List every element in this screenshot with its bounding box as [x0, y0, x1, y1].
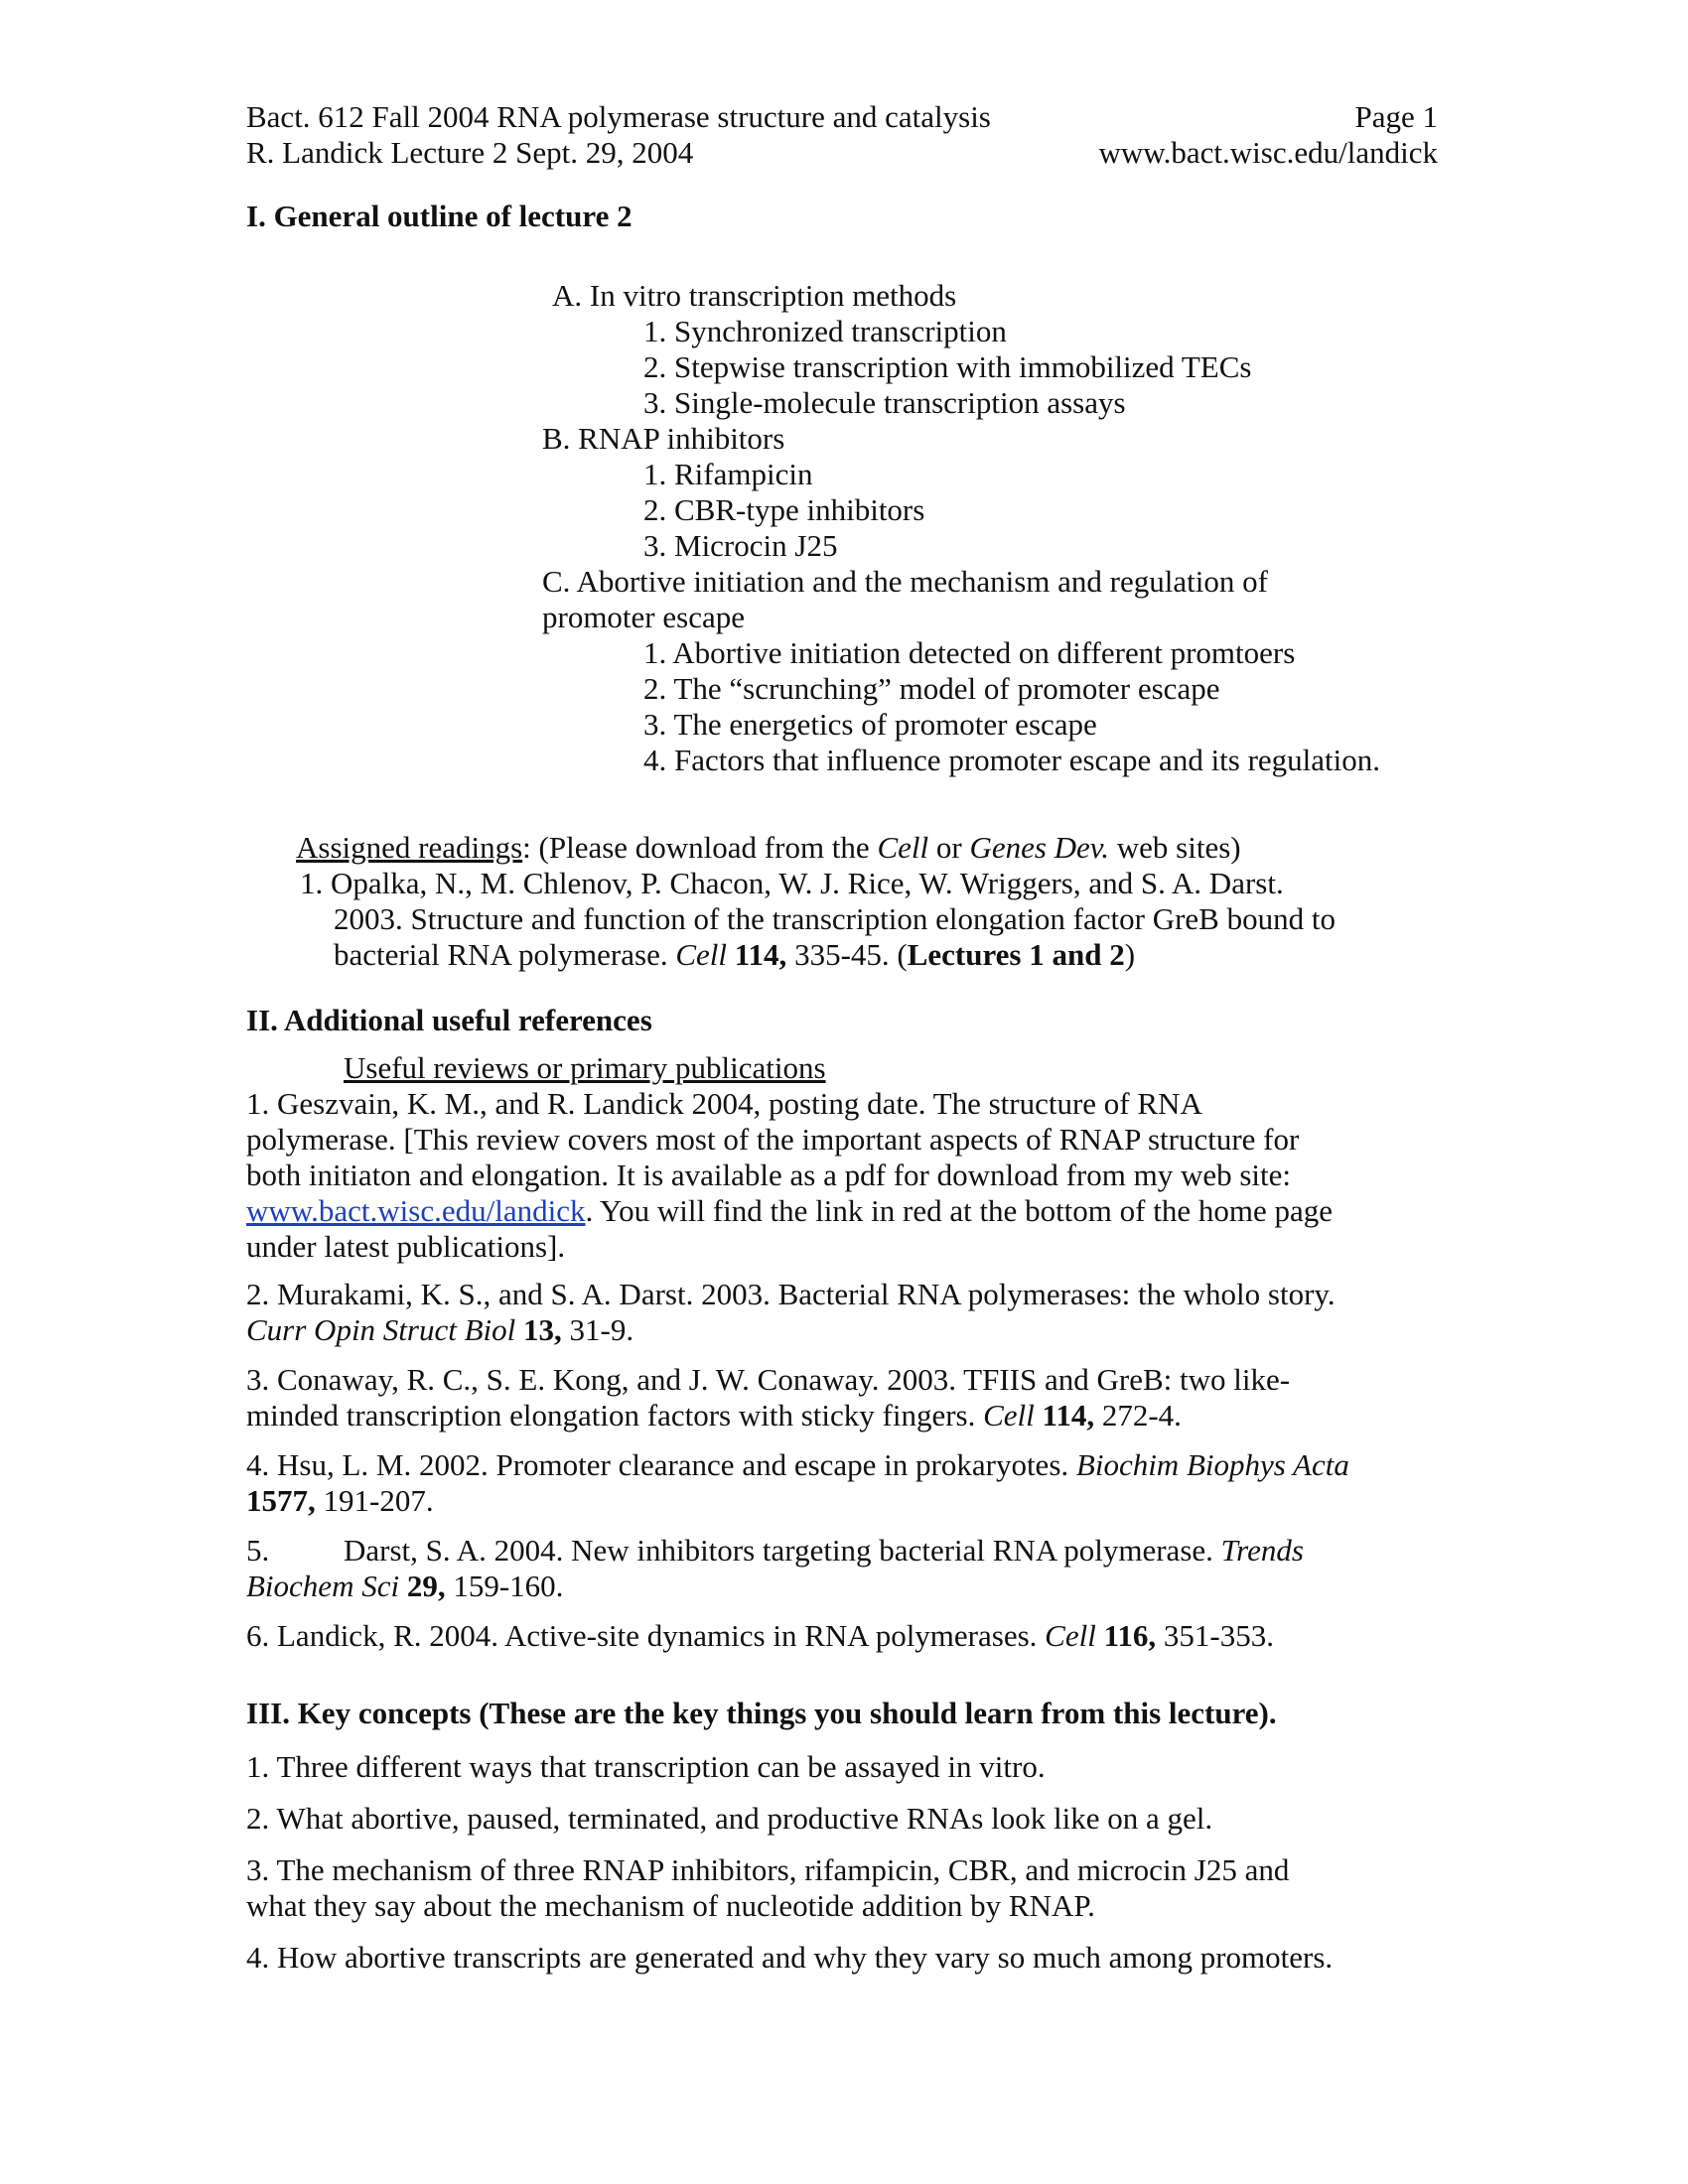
outline-c-title-line-2: promoter escape [542, 600, 745, 634]
ref-1-line-1: 1. Geszvain, K. M., and R. Landick 2004, posting date. The structure of RNA [246, 1086, 1202, 1121]
ref-volume: 29, [406, 1569, 446, 1603]
ref-2-line-2 [246, 1312, 633, 1348]
ref-volume: 13, [523, 1312, 562, 1347]
outline-c-title-line-1: C. Abortive initiation and the mechanism and regulation of [542, 564, 1268, 599]
assigned-readings-intro [296, 830, 1241, 866]
ref-journal: Cell [983, 1398, 1035, 1433]
ref-1-line-3: both initiaton and elongation. It is available as a pdf for download from my web site: [246, 1158, 1292, 1192]
reading-volume: 114, [734, 937, 787, 972]
reading-journal: Cell [675, 937, 728, 972]
key-concept-3-line-1: 3. The mechanism of three RNAP inhibitors, rifampicin, CBR, and microcin J25 and [246, 1852, 1290, 1887]
journal-genes-dev: Genes Dev. [969, 830, 1110, 865]
ref-journal: Cell [1045, 1618, 1096, 1653]
ref-1-line-5: under latest publications]. [246, 1229, 566, 1264]
ref-pages: 191-207. [315, 1483, 434, 1518]
reading-ref-1-line-1: 1. Opalka, N., M. Chlenov, P. Chacon, W. J. Rice, W. Wriggers, and S. A. Darst. [300, 866, 1284, 900]
outline-b-title: B. RNAP inhibitors [542, 421, 785, 456]
ref-3-line-1: 3. Conaway, R. C., S. E. Kong, and J. W. Conaway. 2003. TFIIS and GreB: two like- [246, 1362, 1291, 1397]
outline-c-item-1: 1. Abortive initiation detected on different promtoers [643, 635, 1296, 670]
key-concept-3-line-2: what they say about the mechanism of nucleotide addition by RNAP. [246, 1888, 1095, 1923]
journal-cell: Cell [877, 830, 929, 865]
ref-pages: 272-4. [1094, 1398, 1182, 1433]
outline-a-item-3: 3. Single-molecule transcription assays [643, 385, 1126, 420]
ref-journal: Biochem Sci [246, 1569, 400, 1603]
website-link[interactable]: www.bact.wisc.edu/landick [246, 1193, 586, 1228]
ref-volume: 114, [1042, 1398, 1095, 1433]
header-lecture-info: R. Landick Lecture 2 Sept. 29, 2004 [246, 135, 694, 170]
key-concept-4: 4. How abortive transcripts are generated and why they vary so much among promoters. [246, 1940, 1334, 1975]
reading-text: bacterial RNA polymerase. [334, 937, 676, 972]
ref-text: minded transcription elongation factors with sticky fingers. [246, 1398, 984, 1433]
ref-pages: 31-9. [561, 1312, 634, 1347]
ref-text: 4. Hsu, L. M. 2002. Promoter clearance and escape in prokaryotes. [246, 1447, 1076, 1482]
outline-c-item-2: 2. The “scrunching” model of promoter escape [643, 671, 1220, 706]
ref-4-line-1 [246, 1447, 1349, 1483]
readings-text: : (Please download from the [522, 830, 878, 865]
ref-text: . You will find the link in red at the bottom of the home page [585, 1193, 1333, 1228]
key-concept-1: 1. Three different ways that transcription can be assayed in vitro. [246, 1749, 1046, 1784]
reading-ref-1-line-2: 2003. Structure and function of the transcription elongation factor GreB bound to [334, 901, 1336, 936]
ref-journal: Curr Opin Struct Biol [246, 1312, 516, 1347]
assigned-readings-label: Assigned readings [296, 830, 523, 865]
ref-3-line-2 [246, 1398, 1182, 1433]
outline-a-item-1: 1. Synchronized transcription [643, 314, 1007, 348]
header-website: www.bact.wisc.edu/landick [1098, 135, 1438, 170]
ref-5-number: 5. [246, 1533, 270, 1568]
ref-5-line-1 [344, 1533, 1304, 1569]
reading-note: Lectures 1 and 2 [907, 937, 1125, 972]
ref-5-line-2 [246, 1569, 563, 1604]
readings-text: web sites) [1109, 830, 1241, 865]
ref-volume: 116, [1103, 1618, 1157, 1653]
header-course-title: Bact. 612 Fall 2004 RNA polymerase structure and catalysis [246, 99, 991, 134]
outline-c-item-4: 4. Factors that influence promoter escape and its regulation. [643, 743, 1381, 777]
outline-b-item-2: 2. CBR-type inhibitors [643, 492, 925, 527]
outline-a-title: A. In vitro transcription methods [552, 278, 957, 313]
section-2-subheading: Useful reviews or primary publications [344, 1050, 826, 1085]
ref-2-line-1: 2. Murakami, K. S., and S. A. Darst. 2003. Bacterial RNA polymerases: the wholo story. [246, 1277, 1336, 1311]
outline-c-item-3: 3. The energetics of promoter escape [643, 707, 1097, 742]
section-2-heading: II. Additional useful references [246, 1003, 652, 1037]
ref-pages: 159-160. [445, 1569, 564, 1603]
outline-b-item-3: 3. Microcin J25 [643, 528, 838, 563]
ref-1-line-2: polymerase. [This review covers most of the important aspects of RNAP structure for [246, 1122, 1300, 1157]
header-page-number: Page 1 [1354, 99, 1438, 134]
ref-4-line-2 [246, 1483, 434, 1519]
section-1-heading: I. General outline of lecture 2 [246, 199, 633, 233]
ref-text: 6. Landick, R. 2004. Active-site dynamics in RNA polymerases. [246, 1618, 1046, 1653]
outline-b-item-1: 1. Rifampicin [643, 457, 813, 491]
reading-text: ) [1124, 937, 1136, 972]
ref-text: Darst, S. A. 2004. New inhibitors targeting bacterial RNA polymerase. [344, 1533, 1221, 1568]
reading-ref-1-line-3 [334, 937, 1135, 973]
key-concept-2: 2. What abortive, paused, terminated, and productive RNAs look like on a gel. [246, 1801, 1213, 1836]
ref-pages: 351-353. [1156, 1618, 1274, 1653]
ref-volume: 1577, [246, 1483, 316, 1518]
ref-journal: Trends [1220, 1533, 1304, 1568]
ref-1-line-4 [246, 1193, 1333, 1229]
reading-pages: 335-45. ( [786, 937, 908, 972]
ref-journal: Biochim Biophys Acta [1075, 1447, 1349, 1482]
readings-text: or [928, 830, 970, 865]
section-3-heading: III. Key concepts (These are the key things you should learn from this lecture). [246, 1696, 1277, 1730]
outline-a-item-2: 2. Stepwise transcription with immobilized TECs [643, 349, 1252, 384]
ref-6-line-1 [246, 1618, 1274, 1654]
